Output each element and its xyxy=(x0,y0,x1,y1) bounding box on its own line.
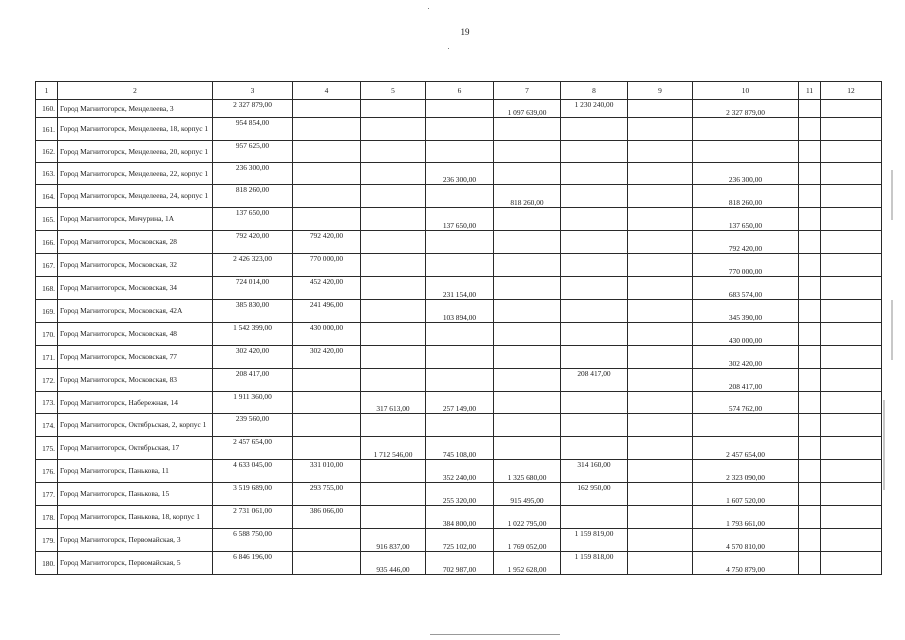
amount-cell xyxy=(799,254,821,277)
address-cell: Город Магнитогорск, Менделеева, 18, корпус 1 xyxy=(58,118,213,141)
column-header: 1 xyxy=(36,82,58,100)
register-table xyxy=(35,81,882,575)
amount-cell: 208 417,00 xyxy=(561,369,628,392)
address-cell: Город Магнитогорск, Менделеева, 3 xyxy=(58,100,213,118)
amount-cell xyxy=(628,414,693,437)
amount-cell xyxy=(821,346,882,369)
amount-cell: 293 755,00 xyxy=(293,483,361,506)
amount-cell xyxy=(628,460,693,483)
amount-cell xyxy=(799,277,821,300)
row-number-cell: 178. xyxy=(36,506,58,529)
amount-cell xyxy=(361,414,426,437)
amount-cell xyxy=(561,208,628,231)
address-cell: Город Магнитогорск, Набережная, 14 xyxy=(58,392,213,414)
amount-cell xyxy=(561,118,628,141)
amount-cell xyxy=(799,141,821,163)
table-row xyxy=(36,208,882,231)
amount-cell xyxy=(426,118,494,141)
amount-cell: 236 300,00 xyxy=(693,163,799,185)
amount-cell xyxy=(628,369,693,392)
amount-cell: 2 731 061,00 xyxy=(213,506,293,529)
amount-cell: 770 000,00 xyxy=(693,254,799,277)
amount-cell xyxy=(293,118,361,141)
amount-cell: 1 952 628,00 xyxy=(494,552,561,575)
column-header: 3 xyxy=(213,82,293,100)
page-number: 19 xyxy=(460,27,470,37)
row-number-cell: 160. xyxy=(36,100,58,118)
address-cell: Город Магнитогорск, Мичурина, 1А xyxy=(58,208,213,231)
column-header: 4 xyxy=(293,82,361,100)
amount-cell xyxy=(628,437,693,460)
amount-cell xyxy=(821,277,882,300)
column-header: 12 xyxy=(821,82,882,100)
amount-cell: 162 950,00 xyxy=(561,483,628,506)
table-row xyxy=(36,254,882,277)
table-row xyxy=(36,506,882,529)
amount-cell xyxy=(799,529,821,552)
address-cell: Город Магнитогорск, Менделеева, 22, корпус 1 xyxy=(58,163,213,185)
scan-edge-mark xyxy=(883,400,885,490)
table-row xyxy=(36,392,882,414)
amount-cell: 352 240,00 xyxy=(426,460,494,483)
amount-cell: 724 014,00 xyxy=(213,277,293,300)
amount-cell xyxy=(426,141,494,163)
amount-cell: 103 894,00 xyxy=(426,300,494,323)
row-number-cell: 169. xyxy=(36,300,58,323)
amount-cell xyxy=(293,163,361,185)
column-header: 9 xyxy=(628,82,693,100)
address-cell: Город Магнитогорск, Панькова, 18, корпус 1 xyxy=(58,506,213,529)
address-cell: Город Магнитогорск, Московская, 48 xyxy=(58,323,213,346)
amount-cell: 241 496,00 xyxy=(293,300,361,323)
address-cell: Город Магнитогорск, Московская, 77 xyxy=(58,346,213,369)
row-number-cell: 162. xyxy=(36,141,58,163)
amount-cell xyxy=(628,118,693,141)
row-number-cell: 171. xyxy=(36,346,58,369)
amount-cell: 1 325 680,00 xyxy=(494,460,561,483)
amount-cell xyxy=(494,277,561,300)
row-number-cell: 172. xyxy=(36,369,58,392)
amount-cell xyxy=(821,231,882,254)
row-number-cell: 161. xyxy=(36,118,58,141)
amount-cell xyxy=(821,323,882,346)
table-row xyxy=(36,437,882,460)
amount-cell: 957 625,00 xyxy=(213,141,293,163)
address-cell: Город Магнитогорск, Московская, 42А xyxy=(58,300,213,323)
amount-cell xyxy=(799,231,821,254)
row-number-cell: 180. xyxy=(36,552,58,575)
amount-cell xyxy=(799,118,821,141)
column-number-header xyxy=(36,82,882,100)
amount-cell xyxy=(494,254,561,277)
amount-cell: 818 260,00 xyxy=(213,185,293,208)
table-row xyxy=(36,300,882,323)
amount-cell xyxy=(361,141,426,163)
amount-cell xyxy=(821,506,882,529)
table-row xyxy=(36,323,882,346)
amount-cell xyxy=(821,437,882,460)
amount-cell xyxy=(494,300,561,323)
amount-cell: 1 607 520,00 xyxy=(693,483,799,506)
amount-cell: 2 457 654,00 xyxy=(693,437,799,460)
amount-cell: 792 420,00 xyxy=(293,231,361,254)
amount-cell: 314 160,00 xyxy=(561,460,628,483)
column-header: 2 xyxy=(58,82,213,100)
amount-cell: 1 712 546,00 xyxy=(361,437,426,460)
amount-cell xyxy=(494,369,561,392)
amount-cell xyxy=(293,208,361,231)
table-row xyxy=(36,163,882,185)
amount-cell xyxy=(821,414,882,437)
amount-cell xyxy=(821,369,882,392)
column-header: 8 xyxy=(561,82,628,100)
amount-cell: 430 000,00 xyxy=(293,323,361,346)
scan-speck xyxy=(428,8,429,9)
amount-cell: 725 102,00 xyxy=(426,529,494,552)
address-cell: Город Магнитогорск, Менделеева, 24, корпус 1 xyxy=(58,185,213,208)
amount-cell xyxy=(821,552,882,575)
amount-cell: 208 417,00 xyxy=(213,369,293,392)
row-number-cell: 163. xyxy=(36,163,58,185)
amount-cell xyxy=(361,185,426,208)
amount-cell xyxy=(494,163,561,185)
address-cell: Город Магнитогорск, Московская, 34 xyxy=(58,277,213,300)
amount-cell xyxy=(799,346,821,369)
scan-speck xyxy=(448,48,449,49)
address-cell: Город Магнитогорск, Менделеева, 20, корпус 1 xyxy=(58,141,213,163)
table-row xyxy=(36,414,882,437)
amount-cell xyxy=(821,208,882,231)
amount-cell xyxy=(628,323,693,346)
amount-cell: 1 542 399,00 xyxy=(213,323,293,346)
amount-cell: 331 010,00 xyxy=(293,460,361,483)
amount-cell xyxy=(628,529,693,552)
amount-cell: 574 762,00 xyxy=(693,392,799,414)
amount-cell xyxy=(561,277,628,300)
row-number-cell: 177. xyxy=(36,483,58,506)
amount-cell xyxy=(799,437,821,460)
amount-cell xyxy=(561,323,628,346)
table-row xyxy=(36,277,882,300)
amount-cell xyxy=(799,185,821,208)
amount-cell xyxy=(561,346,628,369)
amount-cell xyxy=(628,208,693,231)
amount-cell xyxy=(361,163,426,185)
row-number-cell: 175. xyxy=(36,437,58,460)
row-number-cell: 176. xyxy=(36,460,58,483)
amount-cell: 1 911 360,00 xyxy=(213,392,293,414)
amount-cell: 257 149,00 xyxy=(426,392,494,414)
amount-cell xyxy=(628,141,693,163)
address-cell: Город Магнитогорск, Октябрьская, 17 xyxy=(58,437,213,460)
row-number-cell: 165. xyxy=(36,208,58,231)
amount-cell xyxy=(628,506,693,529)
amount-cell xyxy=(561,392,628,414)
amount-cell: 302 420,00 xyxy=(213,346,293,369)
amount-cell xyxy=(561,185,628,208)
amount-cell xyxy=(293,185,361,208)
column-header: 11 xyxy=(799,82,821,100)
address-cell: Город Магнитогорск, Панькова, 15 xyxy=(58,483,213,506)
amount-cell xyxy=(293,414,361,437)
amount-cell xyxy=(361,208,426,231)
amount-cell: 430 000,00 xyxy=(693,323,799,346)
amount-cell: 317 613,00 xyxy=(361,392,426,414)
amount-cell: 2 327 879,00 xyxy=(693,100,799,118)
amount-cell: 386 066,00 xyxy=(293,506,361,529)
address-cell: Город Магнитогорск, Московская, 83 xyxy=(58,369,213,392)
amount-cell xyxy=(494,141,561,163)
amount-cell xyxy=(426,369,494,392)
amount-cell: 935 446,00 xyxy=(361,552,426,575)
table-row xyxy=(36,483,882,506)
table-row xyxy=(36,460,882,483)
amount-cell: 385 830,00 xyxy=(213,300,293,323)
scan-edge-mark xyxy=(891,300,893,360)
amount-cell: 954 854,00 xyxy=(213,118,293,141)
address-cell: Город Магнитогорск, Первомайская, 5 xyxy=(58,552,213,575)
amount-cell: 2 426 323,00 xyxy=(213,254,293,277)
amount-cell xyxy=(561,414,628,437)
amount-cell: 1 097 639,00 xyxy=(494,100,561,118)
amount-cell: 4 633 045,00 xyxy=(213,460,293,483)
row-number-cell: 166. xyxy=(36,231,58,254)
amount-cell: 239 560,00 xyxy=(213,414,293,437)
amount-cell xyxy=(293,100,361,118)
amount-cell: 3 519 689,00 xyxy=(213,483,293,506)
amount-cell xyxy=(821,529,882,552)
amount-cell xyxy=(494,118,561,141)
amount-cell: 6 588 750,00 xyxy=(213,529,293,552)
amount-cell xyxy=(494,208,561,231)
amount-cell: 236 300,00 xyxy=(213,163,293,185)
scan-edge-mark xyxy=(891,170,893,220)
amount-cell xyxy=(628,483,693,506)
table-row xyxy=(36,185,882,208)
amount-cell: 236 300,00 xyxy=(426,163,494,185)
column-header: 6 xyxy=(426,82,494,100)
amount-cell: 1 793 661,00 xyxy=(693,506,799,529)
amount-cell xyxy=(799,369,821,392)
amount-cell xyxy=(426,100,494,118)
row-number-cell: 167. xyxy=(36,254,58,277)
amount-cell xyxy=(361,100,426,118)
amount-cell: 4 750 879,00 xyxy=(693,552,799,575)
address-cell: Город Магнитогорск, Московская, 32 xyxy=(58,254,213,277)
row-number-cell: 170. xyxy=(36,323,58,346)
amount-cell xyxy=(693,141,799,163)
amount-cell: 2 323 090,00 xyxy=(693,460,799,483)
amount-cell xyxy=(426,185,494,208)
amount-cell xyxy=(628,392,693,414)
amount-cell xyxy=(361,277,426,300)
amount-cell xyxy=(821,300,882,323)
amount-cell xyxy=(628,346,693,369)
amount-cell xyxy=(628,300,693,323)
amount-cell xyxy=(561,254,628,277)
amount-cell xyxy=(561,231,628,254)
amount-cell xyxy=(426,254,494,277)
amount-cell xyxy=(426,323,494,346)
amount-cell: 384 800,00 xyxy=(426,506,494,529)
amount-cell xyxy=(799,392,821,414)
amount-cell: 137 650,00 xyxy=(693,208,799,231)
amount-cell xyxy=(361,506,426,529)
amount-cell xyxy=(799,323,821,346)
amount-cell: 1 022 795,00 xyxy=(494,506,561,529)
amount-cell: 770 000,00 xyxy=(293,254,361,277)
address-cell: Город Магнитогорск, Октябрьская, 2, корпус 1 xyxy=(58,414,213,437)
amount-cell xyxy=(821,118,882,141)
amount-cell xyxy=(821,141,882,163)
amount-cell xyxy=(693,118,799,141)
amount-cell xyxy=(361,369,426,392)
amount-cell xyxy=(628,254,693,277)
table-row xyxy=(36,529,882,552)
column-header: 10 xyxy=(693,82,799,100)
amount-cell: 1 159 818,00 xyxy=(561,552,628,575)
amount-cell xyxy=(561,300,628,323)
amount-cell xyxy=(799,483,821,506)
amount-cell: 4 570 810,00 xyxy=(693,529,799,552)
amount-cell xyxy=(293,529,361,552)
amount-cell: 137 650,00 xyxy=(213,208,293,231)
amount-cell xyxy=(426,414,494,437)
amount-cell xyxy=(799,163,821,185)
amount-cell: 231 154,00 xyxy=(426,277,494,300)
amount-cell: 818 260,00 xyxy=(494,185,561,208)
address-cell: Город Магнитогорск, Первомайская, 3 xyxy=(58,529,213,552)
amount-cell xyxy=(821,483,882,506)
amount-cell xyxy=(561,141,628,163)
table-row xyxy=(36,369,882,392)
amount-cell xyxy=(561,163,628,185)
amount-cell xyxy=(361,346,426,369)
amount-cell xyxy=(799,460,821,483)
amount-cell: 302 420,00 xyxy=(693,346,799,369)
amount-cell: 818 260,00 xyxy=(693,185,799,208)
amount-cell: 452 420,00 xyxy=(293,277,361,300)
table-row xyxy=(36,118,882,141)
amount-cell: 137 650,00 xyxy=(426,208,494,231)
amount-cell xyxy=(628,100,693,118)
amount-cell xyxy=(494,414,561,437)
amount-cell xyxy=(799,552,821,575)
amount-cell xyxy=(821,185,882,208)
table-body xyxy=(36,100,882,575)
amount-cell xyxy=(293,392,361,414)
amount-cell: 6 846 196,00 xyxy=(213,552,293,575)
amount-cell xyxy=(361,483,426,506)
amount-cell: 1 230 240,00 xyxy=(561,100,628,118)
amount-cell xyxy=(361,323,426,346)
amount-cell xyxy=(361,118,426,141)
amount-cell: 745 108,00 xyxy=(426,437,494,460)
amount-cell: 2 457 654,00 xyxy=(213,437,293,460)
amount-cell xyxy=(494,231,561,254)
amount-cell xyxy=(799,100,821,118)
amount-cell: 915 495,00 xyxy=(494,483,561,506)
table-row xyxy=(36,141,882,163)
row-number-cell: 179. xyxy=(36,529,58,552)
amount-cell xyxy=(361,254,426,277)
amount-cell xyxy=(361,300,426,323)
amount-cell: 792 420,00 xyxy=(693,231,799,254)
amount-cell: 683 574,00 xyxy=(693,277,799,300)
amount-cell: 208 417,00 xyxy=(693,369,799,392)
address-cell: Город Магнитогорск, Московская, 28 xyxy=(58,231,213,254)
row-number-cell: 174. xyxy=(36,414,58,437)
row-number-cell: 168. xyxy=(36,277,58,300)
amount-cell xyxy=(426,231,494,254)
amount-cell xyxy=(821,254,882,277)
amount-cell xyxy=(821,392,882,414)
amount-cell xyxy=(821,163,882,185)
amount-cell: 792 420,00 xyxy=(213,231,293,254)
amount-cell: 916 837,00 xyxy=(361,529,426,552)
amount-cell xyxy=(494,323,561,346)
amount-cell xyxy=(628,552,693,575)
amount-cell: 1 769 052,00 xyxy=(494,529,561,552)
amount-cell xyxy=(799,300,821,323)
column-header: 7 xyxy=(494,82,561,100)
amount-cell xyxy=(494,437,561,460)
address-cell: Город Магнитогорск, Панькова, 11 xyxy=(58,460,213,483)
amount-cell xyxy=(293,141,361,163)
amount-cell xyxy=(628,231,693,254)
table-row xyxy=(36,100,882,118)
amount-cell xyxy=(799,506,821,529)
amount-cell xyxy=(293,552,361,575)
amount-cell: 702 987,00 xyxy=(426,552,494,575)
amount-cell: 255 320,00 xyxy=(426,483,494,506)
amount-cell xyxy=(821,100,882,118)
table-row xyxy=(36,552,882,575)
amount-cell xyxy=(799,414,821,437)
column-header: 5 xyxy=(361,82,426,100)
amount-cell xyxy=(293,437,361,460)
amount-cell: 345 390,00 xyxy=(693,300,799,323)
amount-cell xyxy=(628,277,693,300)
amount-cell xyxy=(799,208,821,231)
scan-speck xyxy=(430,634,560,635)
row-number-cell: 164. xyxy=(36,185,58,208)
amount-cell: 1 159 819,00 xyxy=(561,529,628,552)
amount-cell: 302 420,00 xyxy=(293,346,361,369)
amount-cell xyxy=(361,460,426,483)
amount-cell xyxy=(561,506,628,529)
amount-cell xyxy=(494,392,561,414)
table-row xyxy=(36,231,882,254)
amount-cell xyxy=(628,163,693,185)
table-row xyxy=(36,346,882,369)
amount-cell: 2 327 879,00 xyxy=(213,100,293,118)
amount-cell xyxy=(628,185,693,208)
amount-cell xyxy=(426,346,494,369)
amount-cell xyxy=(561,437,628,460)
amount-cell xyxy=(293,369,361,392)
amount-cell xyxy=(494,346,561,369)
row-number-cell: 173. xyxy=(36,392,58,414)
amount-cell xyxy=(361,231,426,254)
amount-cell xyxy=(693,414,799,437)
amount-cell xyxy=(821,460,882,483)
